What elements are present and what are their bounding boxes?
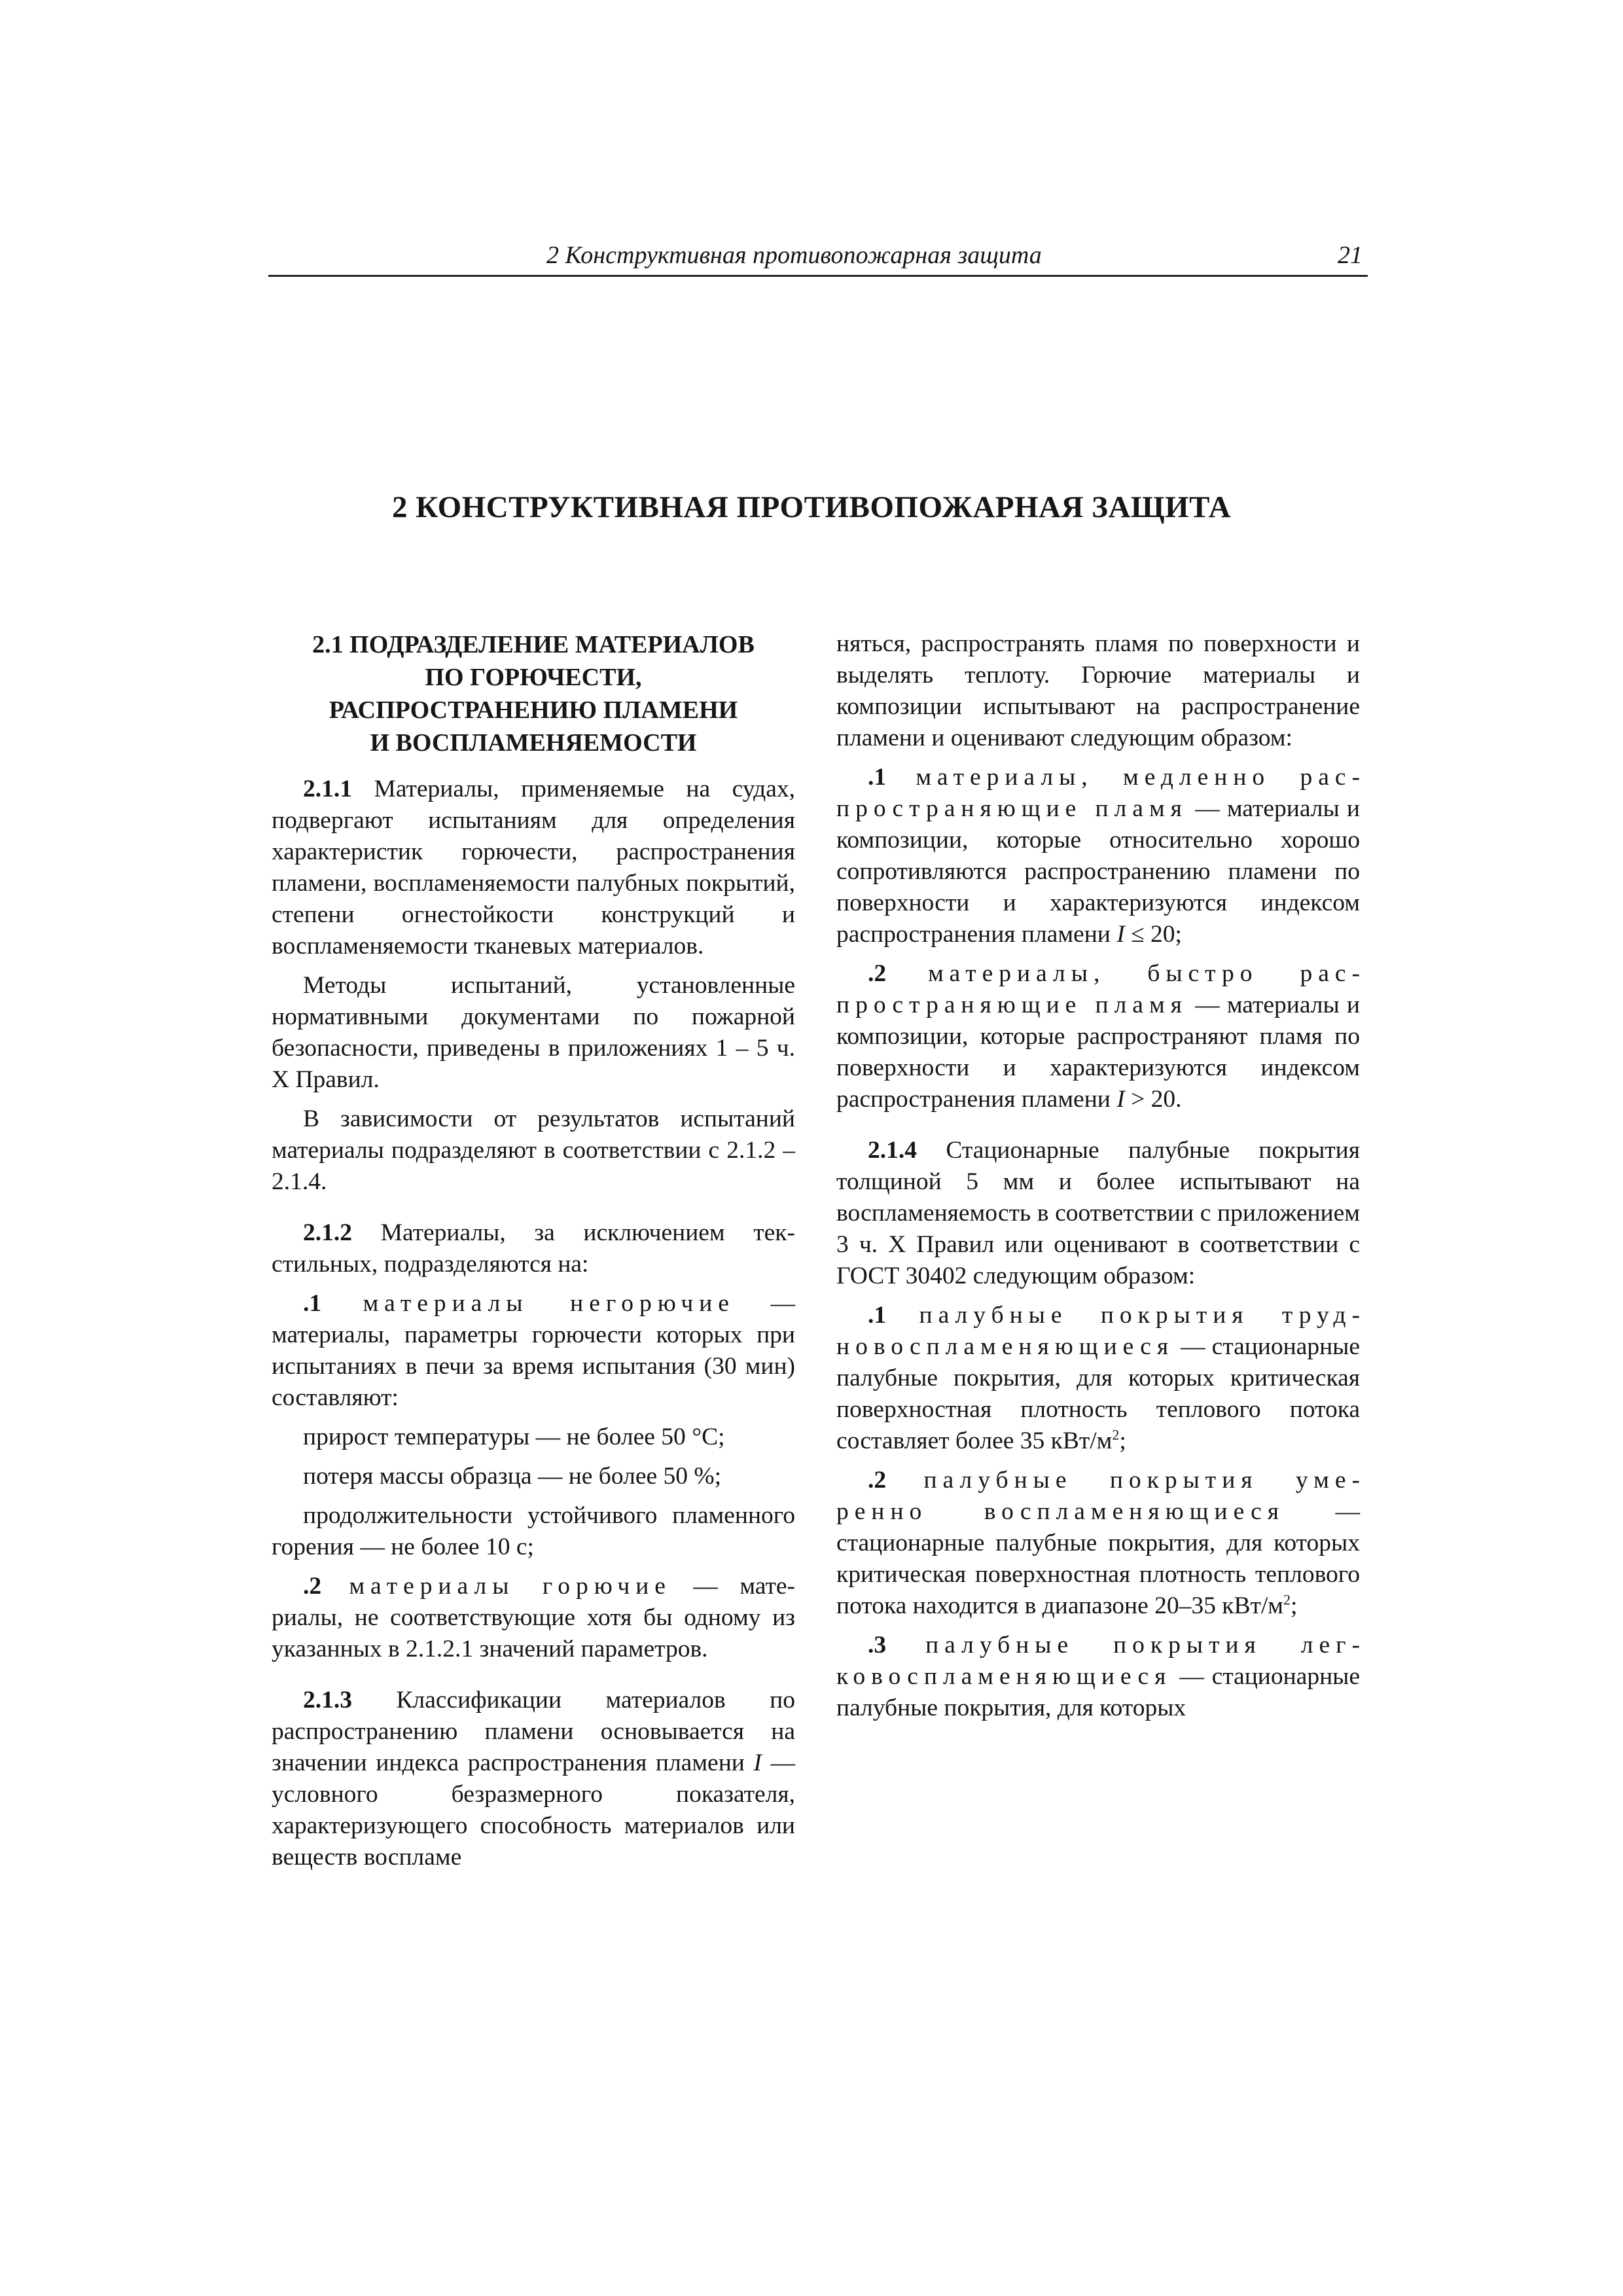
paragraph-2-1-3-continued: няться, распространять пламя по поверхности и выделять теплоту. Горючие материалы и композиции испытывают на распространение пламени и оценивают следующим образом: [836, 630, 1360, 751]
item-text: — материалы и композиции, которые относительно хорошо сопротивляются распространению пламени по поверхности и характеризуются индексом распространения пламени [836, 795, 1360, 948]
item-text: — материалы, параметры горючести которых при испытаниях в печи за время испытания (30 мин) составляют: [272, 1290, 796, 1411]
clause-number: 2.1.4 [868, 1137, 917, 1164]
item-term: материалы негорючие [321, 1290, 735, 1317]
item-text-after: ; [1119, 1427, 1126, 1454]
item-term: материалы горючие [321, 1573, 671, 1600]
paragraph-text: Материалы, за исключением текстильных, подразделяются на: [272, 1219, 795, 1278]
paragraph-2-1-2 [272, 1217, 795, 1280]
index-symbol: I [1116, 921, 1125, 948]
item-2-1-4-2 [836, 1465, 1360, 1622]
item-number: .1 [303, 1290, 322, 1317]
item-text-after: > 20. [1124, 1086, 1182, 1113]
item-2-1-4-3 [836, 1630, 1360, 1724]
running-title: 2 Конструктивная противопожарная защита [546, 242, 1042, 269]
item-text: — материалы, не соответствующие хотя бы одному из указанных в 2.1.2.1 значений параметров. [272, 1573, 795, 1662]
param-temperature: прирост температуры — не более 50 °С; [303, 1424, 725, 1450]
item-text-after: ≤ 20; [1124, 921, 1182, 948]
item-number: .2 [868, 960, 887, 987]
chapter-title: 2 КОНСТРУКТИВНАЯ ПРОТИВОПОЖАРНАЯ ЗАЩИТА [391, 490, 1232, 524]
item-2-1-4-1 [836, 1300, 1360, 1457]
clause-number: 2.1.1 [303, 776, 352, 802]
item-2-1-3-2 [836, 958, 1360, 1115]
item-2-1-2-1 [272, 1288, 795, 1414]
index-symbol: I [753, 1749, 762, 1776]
running-header [268, 236, 1368, 277]
clause-number: 2.1.2 [303, 1219, 352, 1246]
item-number: .2 [868, 1467, 887, 1494]
index-symbol: I [1116, 1086, 1125, 1113]
section-title-line: И ВОСПЛАМЕНЯЕМОСТИ [370, 729, 697, 757]
param-mass: потеря массы образца — не более 50 %; [303, 1463, 722, 1490]
superscript: 2 [1112, 1426, 1120, 1443]
right-column [836, 628, 1360, 1732]
paragraph-2-1-1 [272, 774, 795, 962]
paragraph-text-after: — условного безразмерного показателя, характеризующего способность материалов или веществ воспламе [272, 1749, 796, 1871]
item-2-1-3-1 [836, 762, 1360, 950]
paragraph-2-1-3 [272, 1685, 795, 1873]
param-burning: продолжительности устойчивого пламенного горения — не более 10 с; [272, 1502, 795, 1560]
paragraph-text: Классификации материалов по распространению пламени основывается на значении индекса распространения пламени [272, 1687, 795, 1776]
item-text-after: ; [1291, 1592, 1298, 1619]
item-number: .2 [303, 1573, 322, 1600]
item-text: — стационарные палубные покрытия, для которых критическая поверхностная плотность теплового потока составляет более 35 кВт/м [836, 1333, 1360, 1454]
item-term: материалы, медленно распространяющие пламя [836, 764, 1360, 822]
section-title-line: 2.1 ПОДРАЗДЕЛЕНИЕ МАТЕРИАЛОВ [312, 631, 755, 658]
item-term: палубные покрытия трудновоспламеняющиеся [836, 1302, 1360, 1360]
paragraph-text: Стационарные палубные покрытия толщиной 5 мм и более испытывают на воспламеняемость в соответствии с приложением 3 ч. X Правил или оценивают в соответствии с ГОСТ 30402 следующим образом: [836, 1137, 1360, 1289]
item-term: материалы, быстро распространяющие пламя [836, 960, 1360, 1018]
paragraph-2-1-4 [836, 1135, 1360, 1292]
item-number: .1 [868, 1302, 887, 1329]
item-text: — стационарные палубные покрытия, для которых [836, 1663, 1360, 1721]
section-title-line: ПО ГОРЮЧЕСТИ, [425, 664, 642, 691]
item-number: .1 [868, 764, 887, 791]
paragraph-depending: В зависимости от результатов испытаний материалы подразделяют в соответствии с 2.1.2 – 2.1.4. [272, 1105, 795, 1195]
item-text: — стационарные палубные покрытия, для которых критическая поверхностная плотность теплового потока находится в диапазоне 20–35 кВт/м [836, 1498, 1361, 1619]
item-text: — материалы и композиции, которые распространяют пламя по поверхности и характеризуются индексом распространения пламени [836, 992, 1360, 1113]
superscript: 2 [1283, 1591, 1291, 1608]
item-2-1-2-2 [272, 1571, 795, 1665]
section-title-line: РАСПРОСТРАНЕНИЮ ПЛАМЕНИ [329, 696, 738, 724]
item-term: палубные покрытия умеренно воспламеняющиеся [836, 1467, 1360, 1525]
left-column [272, 628, 795, 1881]
paragraph-text: Материалы, применяемые на судах, подвергают испытаниям для определения характеристик горючести, распространения пламени, воспламеняемости палубных покрытий, степени огнестойкости конструкций и воспламеняемости тканевых материалов. [272, 776, 795, 960]
paragraph-methods: Методы испытаний, установленные нормативными документами по пожарной безопасности, приведены в приложениях 1 – 5 ч. X Правил. [272, 972, 795, 1093]
item-number: .3 [868, 1632, 887, 1659]
page-number: 21 [1338, 242, 1363, 269]
item-term: палубные покрытия легковоспламеняющиеся [836, 1632, 1360, 1690]
section-title [272, 628, 795, 759]
clause-number: 2.1.3 [303, 1687, 352, 1713]
